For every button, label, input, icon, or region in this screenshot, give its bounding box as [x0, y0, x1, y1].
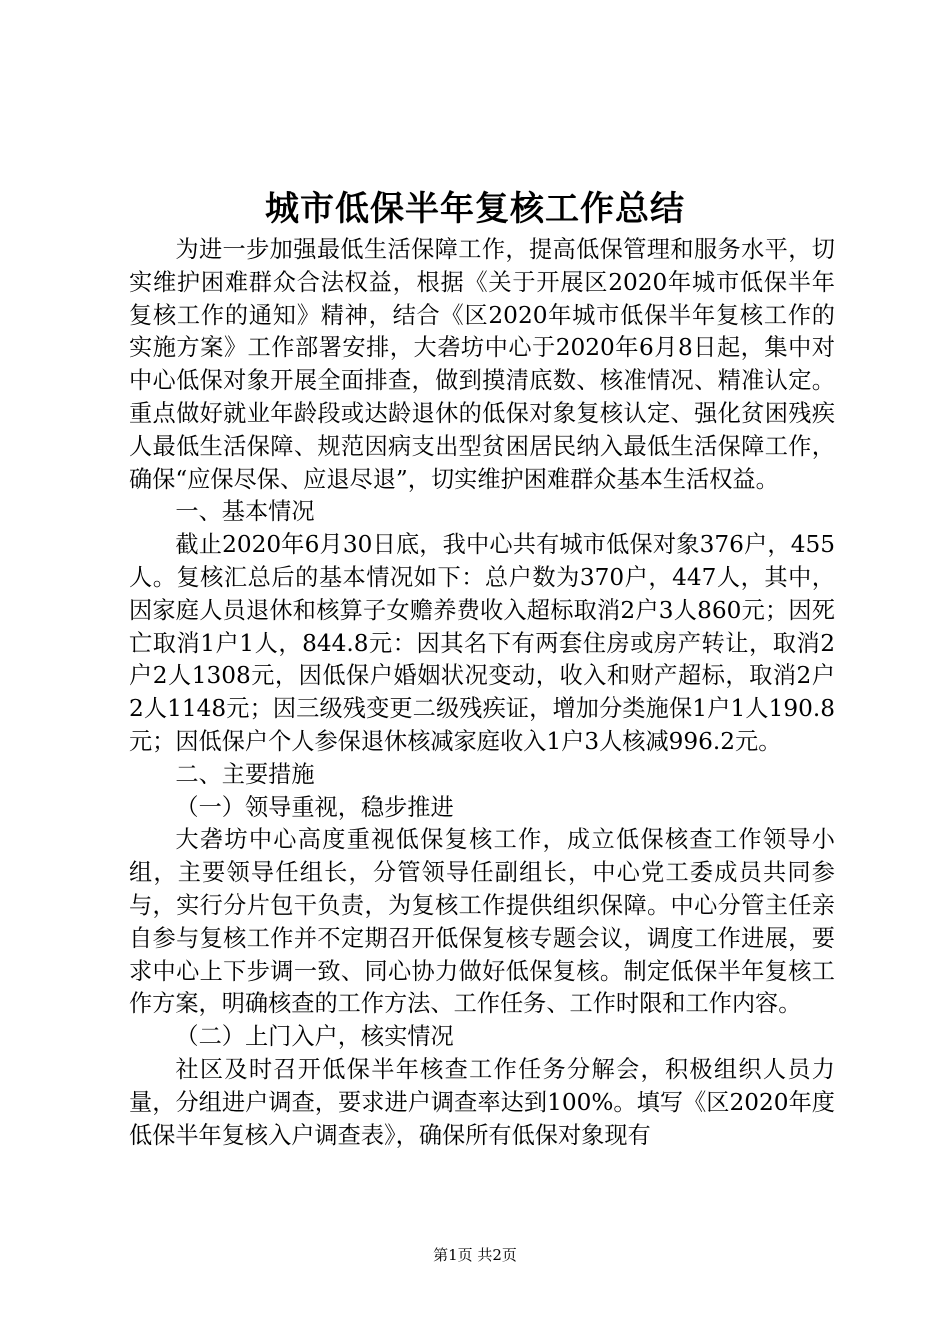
- document-body: [129, 234, 835, 1152]
- paragraph-intro: 为进一步加强最低生活保障工作，提高低保管理和服务水平，切实维护困难群众合法权益，根据《关于开展区2020年城市低保半年复核工作的通知》精神，结合《区2020年城市低保半年复核工作的实施方案》工作部署安排，大砻坊中心于2020年6月8日起，集中对中心低保对象开展全面排查，做到摸清底数、核准情况、精准认定。重点做好就业年龄段或达龄退休的低保对象复核认定、强化贫困残疾人最低生活保障、规范因病支出型贫困居民纳入最低生活保障工作，确保“应保尽保、应退尽退”，切实维护困难群众基本生活权益。: [129, 236, 835, 493]
- page-number-footer: 第1页 共2页: [433, 1246, 517, 1264]
- paragraph-basic-situation: 截止2020年6月30日底，我中心共有城市低保对象376户，455人。复核汇总后的基本情况如下：总户数为370户，447人，其中，因家庭人员退休和核算子女赡养费收入超标取消2户3人860元；因死亡取消1户1人，844.8元：因其名下有两套住房或房产转让，取消2户2人1308元，因低保户婚姻状况变动，收入和财产超标，取消2户2人1148元；因三级残变更二级残疾证，增加分类施保1户1人190.8元；因低保户个人参保退休核减家庭收入1户3人核减996.2元。: [129, 531, 835, 755]
- document-title: 城市低保半年复核工作总结: [265, 189, 685, 229]
- subheading-home-visits: （二）上门入户，核实情况: [175, 1023, 454, 1051]
- section-heading-basic-situation: 一、基本情况: [175, 498, 315, 526]
- section-heading-main-measures: 二、主要措施: [175, 760, 315, 788]
- subheading-leadership: （一）领导重视，稳步推进: [175, 793, 454, 821]
- paragraph-leadership: 大砻坊中心高度重视低保复核工作，成立低保核查工作领导小组，主要领导任组长，分管领导任副组长，中心党工委成员共同参与，实行分片包干负责，为复核工作提供组织保障。中心分管主任亲自参与复核工作并不定期召开低保复核专题会议，调度工作进展，要求中心上下步调一致、同心协力做好低保复核。制定低保半年复核工作方案，明确核查的工作方法、工作任务、工作时限和工作内容。: [129, 826, 835, 1018]
- paragraph-home-visits: 社区及时召开低保半年核查工作任务分解会，积极组织人员力量，分组进户调查，要求进户调查率达到100%。填写《区2020年度低保半年复核入户调查表》，确保所有低保对象现有: [129, 1055, 835, 1149]
